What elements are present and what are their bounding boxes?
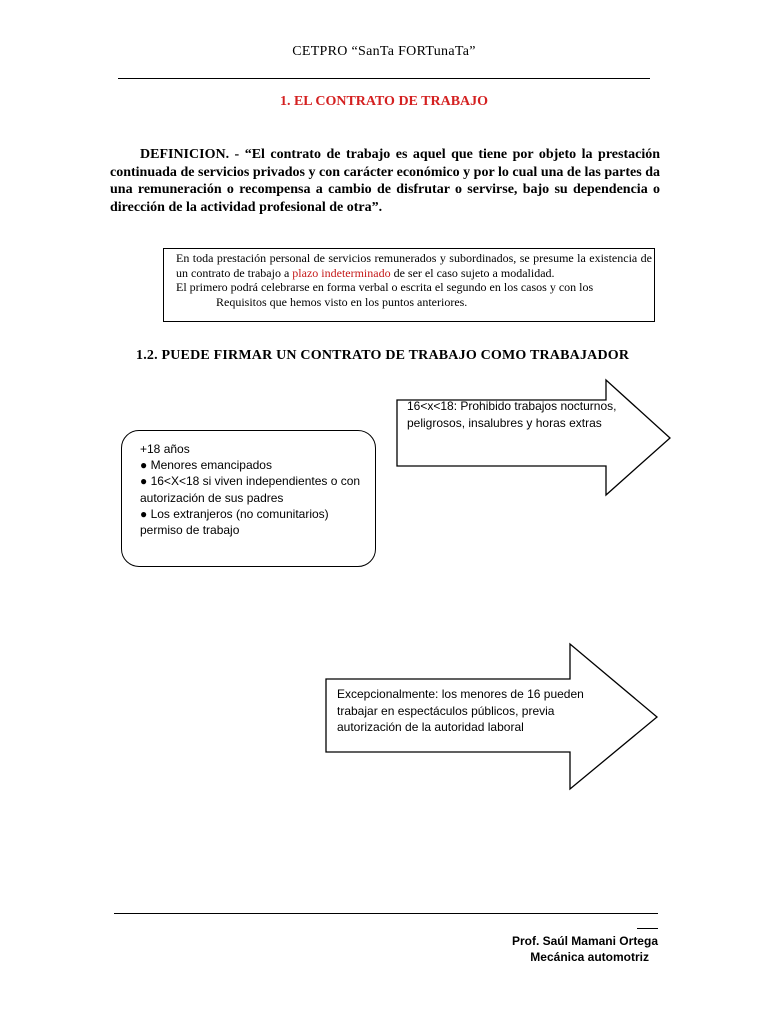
- footer-department: Mecánica automotriz: [530, 950, 649, 964]
- note-line-1: [170, 251, 652, 280]
- note-text: En toda prestación personal de servicios remunerados y subordinados, se presume la existencia de un contrato de trabajo a: [176, 251, 652, 280]
- section-title: 1. EL CONTRATO DE TRABAJO: [279, 94, 489, 109]
- subsection-title: 1.2. PUEDE FIRMAR UN CONTRATO DE TRABAJO COMO TRABAJADOR: [136, 348, 630, 363]
- note-line-3: Requisitos que hemos visto en los puntos anteriores.: [216, 294, 468, 309]
- footer-divider: [114, 913, 658, 914]
- footer-author: Prof. Saúl Mamani Ortega: [511, 934, 658, 948]
- condition-item: ● 16<X<18 si viven independientes o con autorización de sus padres: [140, 474, 361, 505]
- arrow-shape-1: [394, 378, 674, 498]
- note-line-2: El primero podrá celebrarse en forma verbal o escrita el segundo en los casos y con los: [176, 280, 594, 294]
- document-header-title: CETPRO “SanTa FORTunaTa”: [292, 44, 476, 59]
- note-highlight: plazo indeterminado: [292, 265, 391, 280]
- arrow-text-1: 16<x<18: Prohibido trabajos nocturnos, peligrosos, insalubres y horas extras: [407, 399, 617, 430]
- condition-item: +18 años: [140, 442, 190, 456]
- note-text-end: de ser el caso sujeto a modalidad.: [390, 265, 555, 280]
- note-box: [163, 248, 655, 322]
- header-divider: [118, 78, 650, 79]
- condition-item: ● Menores emancipados: [140, 458, 272, 473]
- footer-short-rule: [637, 928, 658, 929]
- definition-paragraph: [110, 146, 660, 216]
- condition-item: ● Los extranjeros (no comunitarios) permiso de trabajo: [140, 506, 329, 538]
- conditions-box: [121, 430, 376, 567]
- definition-lead: DEFINICION. -: [140, 147, 245, 162]
- arrow-text-2: Excepcionalmente: los menores de 16 pueden trabajar en espectáculos públicos, previa autorización de la autoridad laboral: [337, 687, 584, 734]
- definition-body: “El contrato de trabajo es aquel que tiene por objeto la prestación continuada de servicios privados y con carácter económico y por lo cual una de las partes da una remuneración o recompensa a cambio de disfrutar o servirse, bajo su dependencia o dirección de la actividad profesional de otra”.: [110, 147, 661, 215]
